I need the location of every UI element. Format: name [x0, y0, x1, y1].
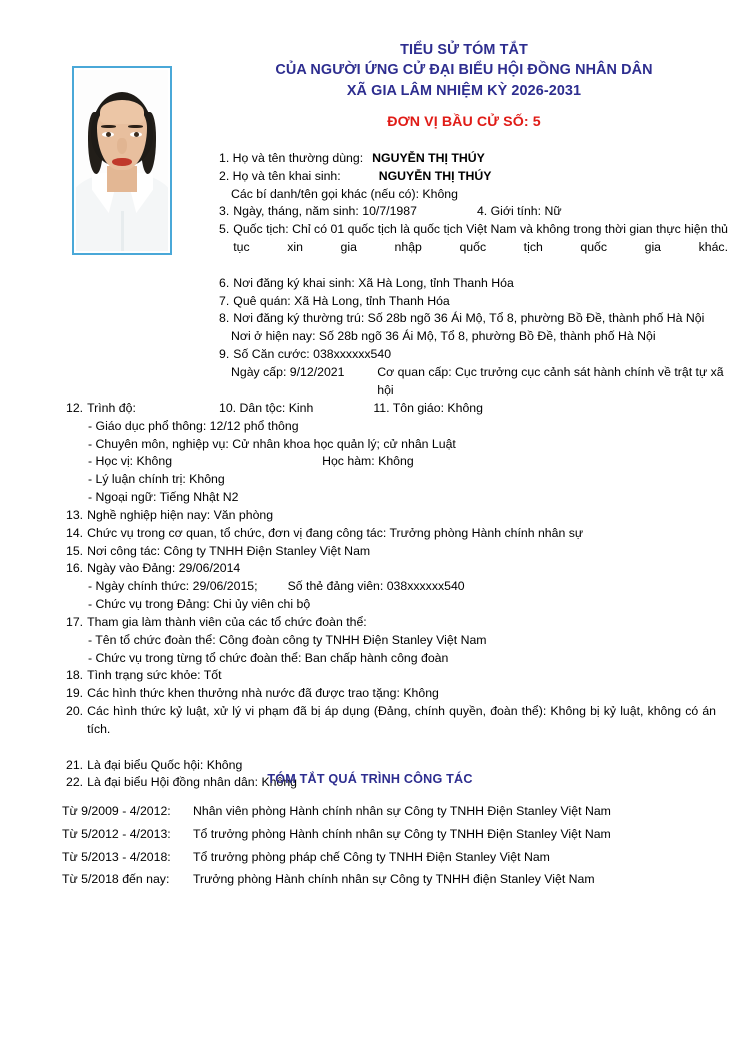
portrait-pupil-left — [106, 132, 111, 137]
work-history-description: Trưởng phòng Hành chính nhân sự Công ty TNHH điện Stanley Việt Nam — [193, 872, 595, 887]
field-nationality-number: 5. — [219, 222, 230, 237]
work-history-row — [62, 871, 712, 894]
field-mass-organizations-number: 17. — [66, 614, 84, 629]
field-education-level — [66, 400, 716, 418]
field-foreign-language: - Ngoại ngữ: Tiếng Nhật N2 — [88, 490, 239, 505]
field-hometown-text: Quê quán: Xã Hà Long, tỉnh Thanh Hóa — [233, 293, 450, 308]
field-id-number-text: Số Căn cước: 038xxxxxx540 — [233, 347, 392, 362]
portrait-lips — [112, 158, 132, 166]
field-party-join-date-number: 16. — [66, 561, 84, 576]
field-national-assembly-deputy-number: 21. — [66, 757, 84, 772]
portrait-eye-right — [130, 132, 142, 137]
field-general-education: - Giáo dục phổ thông: 12/12 phổ thông — [88, 418, 299, 433]
work-history-description: Nhân viên phòng Hành chính nhân sự Công ty TNHH Điện Stanley Việt Nam — [193, 804, 611, 818]
field-academic-degree-row — [66, 453, 716, 471]
field-state-awards-number: 19. — [66, 686, 84, 701]
field-mass-organizations-text: Tham gia làm thành viên của các tổ chức đoàn thể: — [87, 614, 367, 629]
field-birth-registration-text: Nơi đăng ký khai sinh: Xã Hà Long, tỉnh Thanh Hóa — [233, 275, 514, 290]
field-birth-date-and-gender — [219, 203, 728, 221]
work-history-description: Tổ trưởng phòng pháp chế Công ty TNHH Điện Stanley Việt Nam — [193, 849, 550, 864]
field-organization-name: - Tên tổ chức đoàn thể: Công đoàn công ty TNHH Điện Stanley Việt Nam — [88, 632, 487, 647]
work-history-row — [62, 803, 712, 826]
field-education-level-number: 12. — [66, 401, 84, 415]
work-history-period: Từ 9/2009 - 4/2012: — [62, 804, 171, 818]
work-history-row — [62, 826, 712, 849]
portrait-eyebrow-left — [101, 125, 116, 128]
field-party-card-number: Số thẻ đảng viên: 038xxxxxx540 — [287, 579, 465, 594]
field-disciplinary-actions-number: 20. — [66, 704, 84, 719]
portrait-shirt-placket — [121, 211, 124, 251]
field-birth-name-value: NGUYỄN THỊ THÚY — [378, 168, 492, 183]
field-health-status-number: 18. — [66, 668, 84, 683]
field-party-official-date-row — [66, 578, 716, 596]
document-title-line-3: XÃ GIA LÂM NHIỆM KỲ 2026-2031 — [346, 82, 582, 99]
field-political-theory: - Lý luận chính trị: Không — [88, 472, 225, 487]
field-id-issue-date: Ngày cấp: 9/12/2021 — [231, 364, 345, 379]
field-permanent-residence-text: Nơi đăng ký thường trú: Số 28b ngõ 36 Ái Mộ, Tổ 8, phường Bồ Đề, thành phố Hà Nội — [233, 311, 705, 326]
field-party-official-date: - Ngày chính thức: 29/06/2015; — [88, 579, 258, 594]
field-hometown-number: 7. — [219, 293, 230, 308]
field-peoples-council-deputy-number: 22. — [66, 775, 84, 790]
field-current-position-number: 14. — [66, 525, 84, 540]
field-full-name-label: 1. Họ và tên thường dùng: — [219, 151, 364, 165]
field-current-occupation-number: 13. — [66, 507, 84, 522]
field-full-name-value: NGUYỄN THỊ THÚY — [372, 151, 485, 165]
field-birth-name — [219, 168, 728, 186]
field-current-occupation — [66, 507, 716, 525]
field-current-position-text: Chức vụ trong cơ quan, tổ chức, đơn vị đang công tác: Trưởng phòng Hành chính nhân sự — [87, 525, 584, 540]
field-id-issue — [219, 364, 728, 400]
field-birth-date: Ngày, tháng, năm sinh: 10/7/1987 — [233, 204, 417, 219]
document-title-line-1: TIỂU SỬ TÓM TẮT — [400, 42, 528, 58]
field-disciplinary-actions — [66, 703, 716, 756]
field-organization-position: - Chức vụ trong từng tổ chức đoàn thể: Ban chấp hành công đoàn — [88, 650, 449, 665]
document-title-block — [200, 40, 728, 133]
field-gender: 4. Giới tính: Nữ — [476, 204, 562, 219]
portrait-forehead — [100, 100, 144, 124]
candidate-portrait-photo — [76, 70, 168, 251]
field-birth-registration-place — [219, 275, 728, 293]
field-current-residence: Nơi ở hiện nay: Số 28b ngõ 36 Ái Mộ, Tổ 8, phường Bồ Đề, thành phố Hà Nội — [231, 329, 656, 344]
field-health-status-text: Tình trạng sức khỏe: Tốt — [87, 668, 222, 683]
field-peoples-council-deputy-text: Là đại biểu Hội đồng nhân dân: Không — [87, 775, 298, 790]
field-academic-title: Học hàm: Không — [322, 454, 414, 469]
field-party-join-date — [66, 560, 716, 578]
field-party-join-date-text: Ngày vào Đảng: 29/06/2014 — [87, 561, 241, 576]
field-current-occupation-text: Nghề nghiệp hiện nay: Văn phòng — [87, 507, 274, 522]
field-birth-name-label: 2. Họ và tên khai sinh: — [219, 168, 341, 183]
work-history-period: Từ 5/2018 đến nay: — [62, 872, 170, 887]
field-disciplinary-actions-text: Các hình thức kỷ luật, xử lý vi phạm đã bị áp dụng (Đảng, chính quyền, đoàn thể): Không bị kỷ luật, không có án tích. — [87, 704, 716, 736]
field-religion: 11. Tôn giáo: Không — [373, 400, 483, 415]
field-workplace-number: 15. — [66, 543, 84, 558]
field-party-position: - Chức vụ trong Đảng: Chi ủy viên chi bộ — [88, 597, 311, 612]
election-unit-number: ĐƠN VỊ BẦU CỬ SỐ: 5 — [387, 114, 541, 131]
field-nationality — [219, 221, 728, 274]
candidate-photo-frame — [72, 66, 172, 255]
portrait-eye-left — [102, 132, 114, 137]
field-ethnicity: 10. Dân tộc: Kinh — [219, 400, 314, 415]
field-workplace — [66, 543, 716, 561]
field-state-awards — [66, 685, 716, 703]
portrait-pupil-right — [134, 132, 139, 137]
field-birth-date-number: 3. — [219, 204, 230, 219]
field-permanent-residence — [219, 310, 728, 328]
work-history-period: Từ 5/2013 - 4/2018: — [62, 849, 171, 864]
portrait-eyebrow-right — [128, 125, 143, 128]
field-national-assembly-deputy-text: Là đại biểu Quốc hội: Không — [87, 757, 243, 772]
field-hometown — [219, 293, 728, 311]
work-history-table — [62, 803, 712, 894]
field-full-name — [219, 150, 728, 168]
field-mass-organizations — [66, 614, 716, 632]
field-aliases: Các bí danh/tên gọi khác (nếu có): Không — [231, 186, 458, 201]
field-nationality-text: Quốc tịch: Chỉ có 01 quốc tịch là quốc tịch Việt Nam và không trong thời gian thực hiện thủ tục xin gia nhập quốc tịch quốc gia khác. — [233, 222, 728, 255]
field-workplace-text: Nơi công tác: Công ty TNHH Điện Stanley Việt Nam — [87, 543, 371, 558]
work-history-heading: TÓM TẮT QUÁ TRÌNH CÔNG TÁC — [267, 772, 473, 786]
work-history-row — [62, 849, 712, 872]
qualifications-and-background-list — [66, 400, 716, 792]
field-health-status — [66, 667, 716, 685]
document-title-line-2: CỦA NGƯỜI ỨNG CỬ ĐẠI BIỂU HỘI ĐỒNG NHÂN DÂN — [275, 62, 653, 79]
field-state-awards-text: Các hình thức khen thưởng nhà nước đã được trao tặng: Không — [87, 686, 439, 701]
field-professional-qualification: - Chuyên môn, nghiệp vụ: Cử nhân khoa học quản lý; cử nhân Luật — [88, 436, 456, 451]
field-id-number — [219, 346, 728, 364]
field-education-level-text: Trình độ: — [87, 401, 136, 415]
field-birth-registration-number: 6. — [219, 275, 230, 290]
portrait-nose — [117, 138, 127, 154]
work-history-description: Tổ trưởng phòng Hành chính nhân sự Công ty TNHH Điện Stanley Việt Nam — [193, 826, 611, 841]
field-current-position — [66, 525, 716, 543]
personal-info-list — [219, 150, 728, 417]
work-history-period: Từ 5/2012 - 4/2013: — [62, 826, 171, 841]
field-id-issuer: Cơ quan cấp: Cục trưởng cục cảnh sát hành chính về trật tự xã hội — [377, 364, 724, 397]
field-permanent-residence-number: 8. — [219, 311, 230, 326]
field-id-number-index: 9. — [219, 347, 230, 362]
field-academic-degree: - Học vị: Không — [88, 454, 173, 469]
